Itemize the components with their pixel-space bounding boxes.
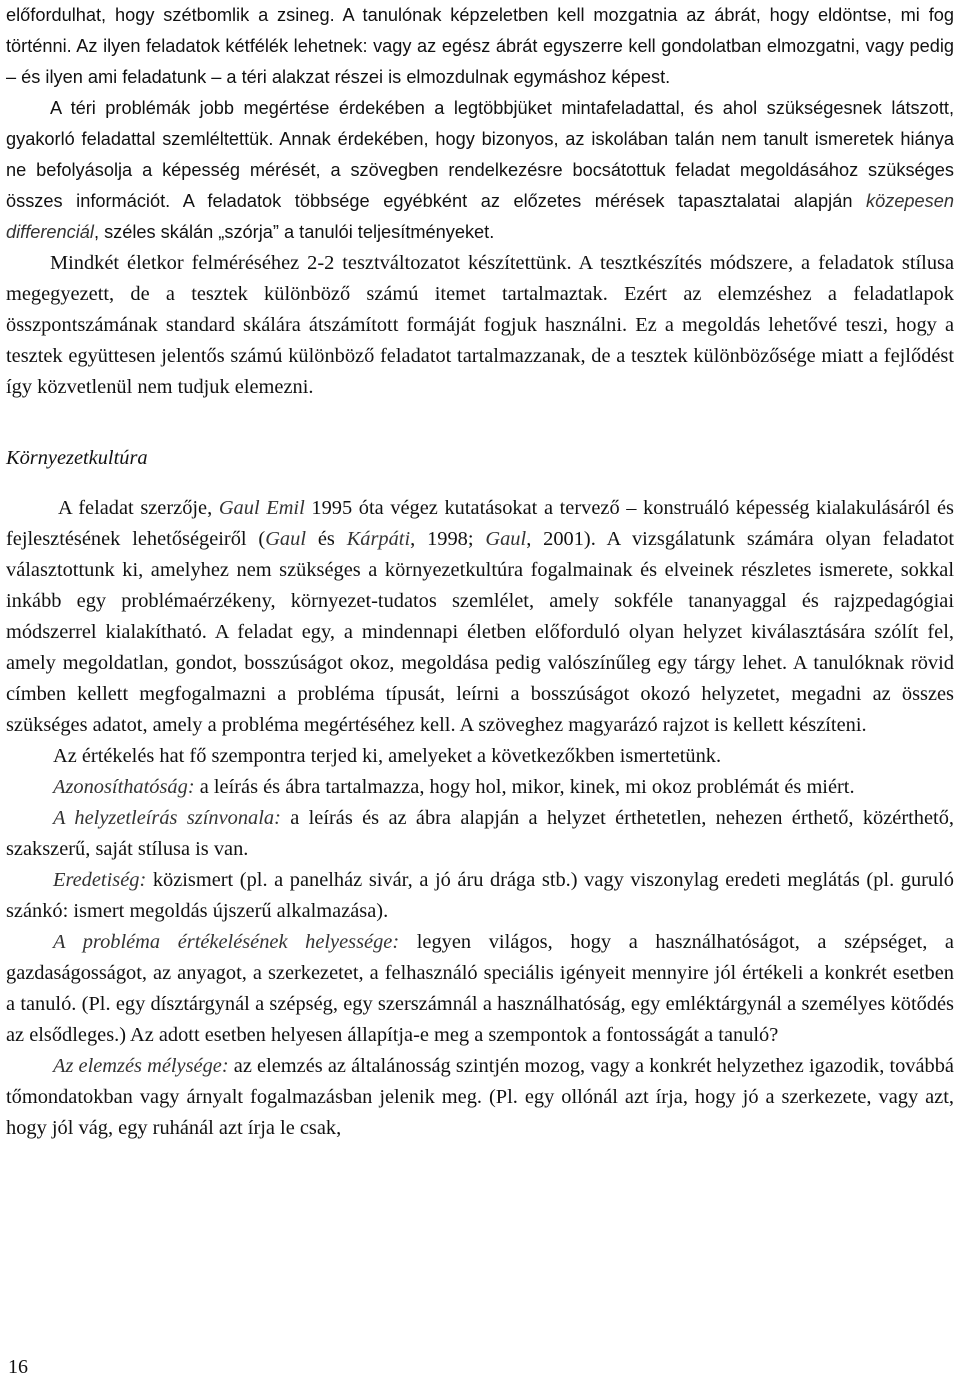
document-page xyxy=(6,0,954,1144)
author-name: Gaul Emil xyxy=(218,497,305,519)
p4-text-c2: és xyxy=(306,528,347,550)
citation-gaul-2001: Gaul xyxy=(485,528,527,550)
criterion-analysis-depth xyxy=(6,1051,954,1144)
section-heading: Környezetkultúra xyxy=(6,447,148,469)
criterion-term: Eredetiség: xyxy=(53,869,147,891)
emphasis-differentiation: közepesen differenciál xyxy=(6,191,954,242)
criterion-text: a leírás és az ábra alapján a helyzet érthetetlen, nehezen érthető, közérthető, szakszerű, saját stílusa is van. xyxy=(6,807,954,860)
p4-text-b: 1995 óta végez kutatásokat a tervező – konstruáló képesség kialakulásáról és fejlesztésének lehetőségeiről ( xyxy=(6,497,954,550)
paragraph-spatial-problems xyxy=(6,93,954,248)
criterion-term: Az elemzés mélysége: xyxy=(53,1055,229,1077)
citation-karpati: Kárpáti xyxy=(346,528,411,550)
criterion-description-quality xyxy=(6,803,954,865)
criterion-originality xyxy=(6,865,954,927)
page-number: 16 xyxy=(8,1356,28,1378)
criterion-text: az elemzés az általánosság szintjén mozog, vagy a konkrét helyzethez igazodik, továbbá tőmondatokban vagy árnyalt fogalmazásban jelenik meg. (Pl. egy ollónál azt írja, hogy jó a szerkezete, vagy azt, hogy jól vág, egy ruhánál azt írja le csak, xyxy=(6,1055,954,1139)
p4-text-c6: , 2001). A vizsgálatunk számára olyan feladatot választottunk ki, amelyhez nem szükséges a környezetkultúra fogalmainak és elveinek részletes ismerete, sokkal inkább egy problémaérzékeny, környezet-tudatos szemlélet, amely sokféle tananyaggal és rajzpedagógiai módszerrel kialakítható. A feladat egy, a mindennapi életben előforduló olyan helyzet kiválasztására szólít fel, amely megoldatlan, gondot, bosszúságot okoz, megoldása pedig valószínűleg egy tárgy lehet. A tanulóknak rövid címben kellett megfogalmazni a probléma típusát, leírni a bosszúságot okozó helyzetet, megadni az összes szükséges adatot, amely a probléma megértéséhez kell. A szöveghez magyarázó rajzot is kellett készíteni. xyxy=(6,528,954,736)
citation-gaul: Gaul xyxy=(265,528,306,550)
paragraph-spatial-problems-tail: , széles skálán „szórja” a tanulói teljesítményeket. xyxy=(93,222,495,242)
p4-text-a: A feladat szerzője, xyxy=(58,497,219,519)
paragraph-test-versions: Mindkét életkor felméréséhez 2-2 tesztváltozatot készítettünk. A tesztkészítés módszere, a feladatok stílusa megegyezett, de a tesztek különböző számú itemet tartalmaztak. Ezért az elemzéshez a feladatlapok összpontszámának standard skálára átszámított formáját fogjuk használni. Ez a megoldás lehetővé teszi, hogy a tesztek együttesen jelentős számú különböző feladatot tartalmazzanak, de a tesztek különbözősége miatt a fejlődést így közvetlenül nem tudjuk elemezni. xyxy=(6,252,954,398)
paragraph-evaluation-intro: Az értékelés hat fő szempontra terjed ki, amelyeket a következőkben ismertetünk. xyxy=(53,745,722,767)
paragraph-spatial-problems-text: A téri problémák jobb megértése érdekében a legtöbbjüket mintafeladattal, és ahol szükségesnek látszott, gyakorló feladattal szemléltettük. Annak érdekében, hogy bizonyos, az iskolában talán nem tanult ismeretek hiánya ne befolyásolja a képesség mérését, a szövegben rendelkezésre bocsátottuk feladat megoldásához szükséges összes információt. A feladatok többsége egyébként az előzetes mérések tapasztalatai alapján xyxy=(6,98,954,211)
criterion-term: A probléma értékelésének helyessége: xyxy=(53,931,400,953)
criterion-text: közismert (pl. a panelház sivár, a jó áru drága stb.) vagy viszonylag eredeti meglátás (pl. guruló szánkó: ismert megoldás újszerű alkalmazása). xyxy=(6,869,954,922)
criterion-identifiability xyxy=(6,772,954,803)
paragraph-environment-culture xyxy=(6,493,954,741)
criterion-term: Azonosíthatóság: xyxy=(53,776,195,798)
criterion-evaluation-correctness xyxy=(6,927,954,1051)
paragraph-spatial-task: előfordulhat, hogy szétbomlik a zsineg. A tanulónak képzeletben kell mozgatnia az ábrát, hogy eldöntse, mi fog történni. Az ilyen feladatok kétfélék lehetnek: vagy az egész ábrát egyszerre kell gondolatban elmozgatni, vagy pedig – és ilyen ami feladatunk – a téri alakzat részei is elmozdulnak egymáshoz képest. xyxy=(6,5,954,87)
criterion-term: A helyzetleírás színvonala: xyxy=(53,807,281,829)
criterion-text: legyen világos, hogy a használhatóságot, a szépséget, a gazdaságosságot, az anyagot, a szerkezetet, a felhasználó speciális igényeit mennyire jól értékeli a konkrét esetben a tanuló. (Pl. egy dísztárgynál a szépség, egy szerszámnál a használhatóság, egy emléktárgynál a személyes kötődés az elsődleges.) Az adott esetben helyesen állapítja-e meg a szempontok a fontosságát a tanuló? xyxy=(6,931,954,1046)
p4-text-c4: , 1998; xyxy=(410,528,486,550)
criterion-text: a leírás és ábra tartalmazza, hogy hol, mikor, kinek, mi okoz problémát és miért. xyxy=(194,776,855,798)
